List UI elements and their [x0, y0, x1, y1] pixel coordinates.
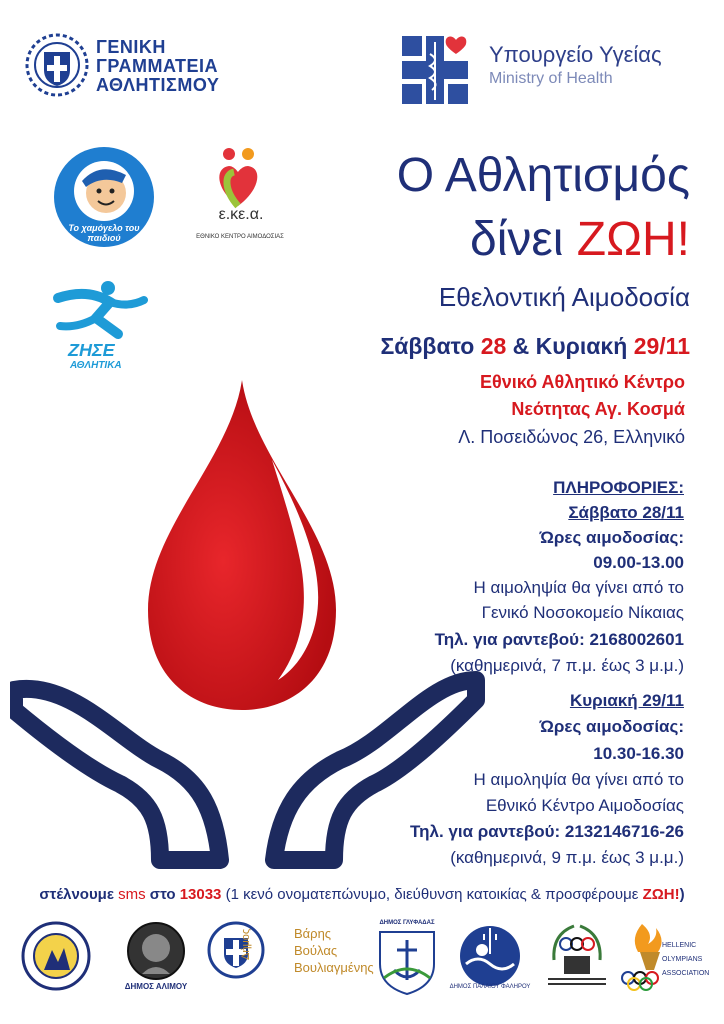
ekea-logo — [196, 146, 286, 246]
date-29: 29/11 — [633, 333, 690, 359]
chamogelo-text: Το χαμόγελο του παιδιού — [68, 223, 140, 243]
moh-name-greek: Υπουργείο Υγείας — [489, 42, 662, 67]
date-amp: & — [506, 333, 536, 359]
sponsor-olympic-winners — [544, 920, 610, 992]
sms-c: στο — [145, 886, 180, 903]
blood-drop-hands-icon — [10, 380, 490, 880]
info-heading: ΠΛΗΡΟΦΟΡΙΕΣ: — [553, 478, 684, 497]
title-line-1: Ο Αθλητισμός — [396, 149, 690, 202]
sat-hospital: Γενικό Νοσοκομείο Νίκαιας — [481, 603, 684, 622]
zise-athletika-logo — [48, 278, 152, 376]
sponsor-hellenic-olympians — [618, 920, 718, 996]
moh-logo — [402, 34, 480, 106]
title-zoi: ΖΩΗ! — [576, 213, 690, 266]
greek-emblem-icon — [24, 32, 90, 98]
hellenic-label-3: ASSOCIATION — [662, 970, 710, 977]
alimos-label: ΔΗΜΟΣ ΑΛΙΜΟΥ — [124, 982, 188, 991]
sun-hours-label: Ώρες αιμοδοσίας: — [539, 717, 684, 736]
sms-zoi: ΖΩΗ! — [642, 886, 680, 903]
gsa-line-2: ΓΡΑΜΜΑΤΕΙΑ — [96, 56, 218, 76]
sat-note: (καθημερινά, 7 π.μ. έως 3 μ.μ.) — [450, 656, 684, 675]
sun-phone: Τηλ. για ραντεβού: 2132146716-26 — [410, 822, 684, 841]
athletika-text: ΑΘΛΗΤΙΚΑ — [70, 360, 122, 371]
date-sat: Σάββατο — [380, 333, 481, 359]
chamogelo-logo — [52, 145, 156, 249]
gsa-logo — [24, 32, 90, 98]
subtitle: Εθελοντική Αιμοδοσία — [438, 282, 690, 312]
faliro-label: ΔΗΜΟΣ ΠΑΛΑΙΟΥ ΦΑΛΗΡΟΥ — [449, 984, 531, 990]
sms-e: (1 κενό ονοματεπώνυμο, διεύθυνση κατοικίας & προσφέρουμε — [221, 886, 643, 903]
sat-hours-label: Ώρες αιμοδοσίας: — [539, 528, 684, 547]
hellenic-label-1: HELLENIC — [662, 942, 697, 949]
ekea-heart-icon — [196, 146, 286, 210]
hellenic-label-2: OLYMPIANS — [662, 956, 703, 963]
glyfada-anchor-icon — [372, 920, 442, 996]
faliro-poseidon-icon — [448, 920, 532, 988]
sun-center: Εθνικό Κέντρο Αιμοδοσίας — [485, 796, 684, 815]
sponsor-faliro — [448, 920, 532, 996]
sponsor-alimos — [120, 920, 192, 1000]
sat-phone: Τηλ. για ραντεβού: 2168002601 — [434, 630, 684, 649]
sat-collect: Η αιμοληψία θα γίνει από το — [473, 578, 684, 597]
sun-day: Κυριακή 29/11 — [569, 691, 684, 710]
date-28: 28 — [480, 333, 507, 359]
gsa-line-3: ΑΘΛΗΤΙΣΜΟΥ — [96, 75, 220, 95]
venue-address: Λ. Ποσειδώνος 26, Ελληνικό — [458, 427, 685, 447]
sponsor-vari — [206, 920, 374, 992]
vari-label-4: Βουλιαγμένης — [294, 960, 374, 975]
sms-g: ) — [679, 886, 685, 903]
blood-drop-illustration — [10, 380, 490, 880]
alimos-coin-icon — [120, 920, 192, 982]
gsa-title — [96, 38, 219, 95]
zise-text: ΖΗΣΕ — [68, 340, 115, 360]
runner-icon — [48, 278, 152, 344]
vari-label-1: Δήμος — [240, 928, 252, 960]
moh-cross-icon — [402, 34, 480, 106]
sms-a: στέλνουμε — [39, 886, 119, 903]
ekea-subtitle: ΕΘΝΙΚΟ ΚΕΝΤΡΟ ΑΙΜΟΔΟΣΙΑΣ — [196, 234, 284, 240]
event-dates — [250, 333, 690, 360]
vari-label-3: Βούλας — [294, 943, 338, 958]
vari-emblem-icon — [206, 920, 266, 980]
sun-hours: 10.30-16.30 — [593, 744, 684, 763]
venue-line-2: Νεότητας Αγ. Κοσμά — [511, 399, 685, 419]
title-line-2-a: δίνει — [470, 213, 577, 266]
ekea-name: ε.κε.α. — [218, 206, 264, 223]
sponsor-agios-kosmas — [20, 920, 92, 992]
title-line-2 — [300, 212, 690, 267]
vari-label-2: Βάρης — [294, 926, 332, 941]
sms-b: sms — [118, 886, 146, 903]
sat-day: Σάββατο 28/11 — [568, 503, 684, 522]
sms-instructions — [0, 886, 724, 903]
moh-name-english: Ministry of Health — [489, 70, 613, 87]
sat-hours: 09.00-13.00 — [593, 553, 684, 572]
date-sun: Κυριακή — [535, 333, 634, 359]
glyfada-label: ΔΗΜΟΣ ΓΛΥΦΑΔΑΣ — [379, 920, 435, 926]
venue-line-1: Εθνικό Αθλητικό Κέντρο — [479, 372, 685, 392]
agios-kosmas-seal-icon — [20, 920, 92, 992]
sponsor-glyfada — [372, 920, 442, 996]
sun-note: (καθημερινά, 9 π.μ. έως 3 μ.μ.) — [450, 848, 684, 867]
sms-number: 13033 — [179, 886, 222, 903]
gsa-line-1: ΓΕΝΙΚΗ — [96, 37, 166, 57]
sun-collect: Η αιμοληψία θα γίνει από το — [473, 770, 684, 789]
olympic-laurel-icon — [544, 920, 610, 992]
